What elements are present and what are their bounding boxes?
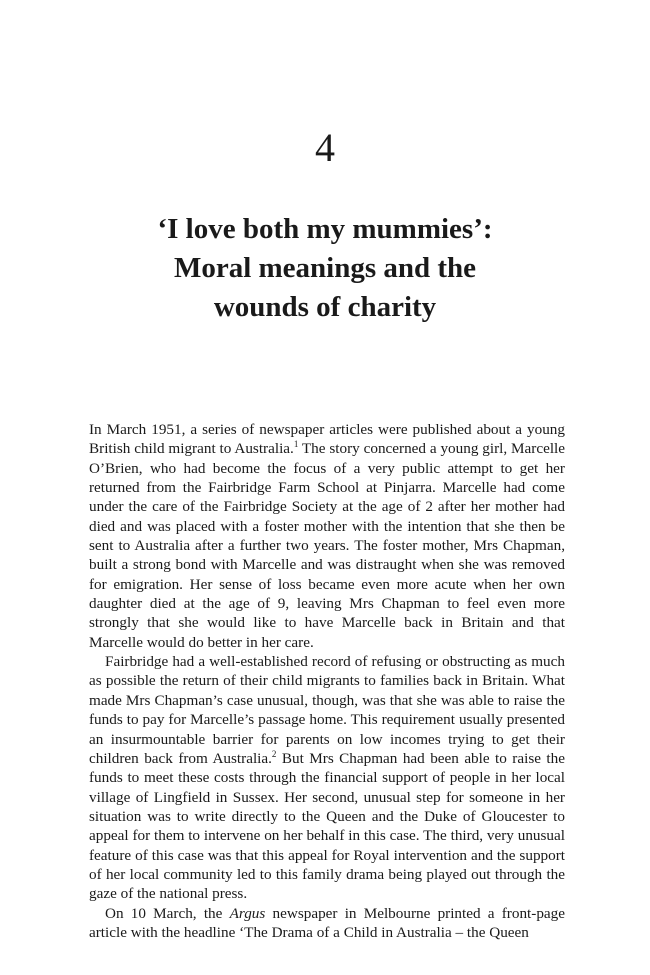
paragraph-text: On 10 March, the <box>105 904 230 922</box>
paragraph-text: The story concerned a young girl, Marcelle O’Brien, who had become the focus of a very public attempt to get her returned from the Fairbridge Farm School at Pinjarra. Marcelle had come under the care of the Fairbridge Society at the age of 2 after her mother had died and was placed with a foster mother with the intention that she then be sent to Australia after a further two years. The foster mother, Mrs Chapman, built a strong bond with Marcelle and was distraught when she was removed for emigration. Her sense of loss became even more acute when her own daughter died at the age of 9, leaving Mrs Chapman to feel even more strongly that she would like to have Marcelle back in Britain and that Marcelle would do better in her care. <box>89 440 565 651</box>
body-paragraph <box>89 652 565 903</box>
chapter-title-line: wounds of charity <box>213 291 437 323</box>
chapter-title <box>60 210 590 327</box>
chapter-title-line: Moral meanings and the <box>173 252 477 284</box>
paragraph-text: newspaper in Melbourne printed a front-page article with the headline ‘The Drama of a Child in Australia – the Queen <box>89 904 565 941</box>
footnote-marker[interactable]: 2 <box>271 748 277 759</box>
chapter-title-line: ‘I love both my mummies’: <box>157 213 493 245</box>
body-paragraph <box>89 904 565 943</box>
paragraph-text: In March 1951, a series of newspaper articles were published about a young British child migrant to Australia. <box>89 421 565 458</box>
body-text <box>89 420 565 942</box>
italic-text: Argus <box>229 904 266 922</box>
body-paragraph <box>89 420 565 652</box>
chapter-number: 4 <box>315 125 335 170</box>
paragraph-text: Fairbridge had a well-established record of refusing or obstructing as much as possible the return of their child migrants to families back in Britain. What made Mrs Chapman’s case unusual, though, was that she was able to raise the funds to pay for Marcelle’s passage home. This requirement usually presented an insurmountable barrier for parents on low incomes trying to get their children back from Australia. <box>89 653 565 767</box>
footnote-marker[interactable]: 1 <box>293 439 299 450</box>
paragraph-text: But Mrs Chapman had been able to raise the funds to meet these costs through the financial support of people in her local village of Lingfield in Sussex. Her second, unusual step for someone in her situation was to write directly to the Queen and the Duke of Gloucester to appeal for them to intervene on her behalf in this case. The third, very unusual feature of this case was that this appeal for Royal intervention and the support of her local community led to this family drama being played out through the gaze of the national press. <box>89 749 565 903</box>
